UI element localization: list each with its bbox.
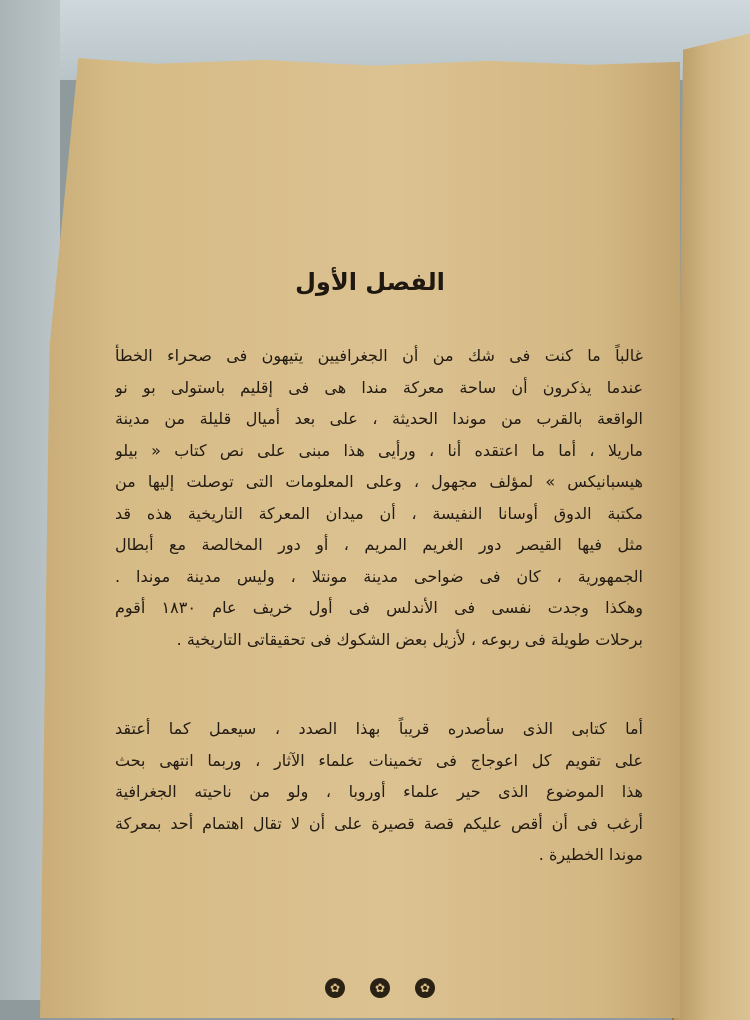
text-line: أرغب فى أن أقص عليكم قصة قصيرة على أن لا تقال اهتمام أحد بمعركة [115, 813, 643, 833]
text-line: موندا الخطيرة . [538, 845, 643, 864]
adjacent-page-edge [672, 30, 750, 1020]
text-line: الجمهورية ، كان فى ضواحى مدينة مونتلا ، وليس مدينة موندا . [115, 566, 643, 586]
text-line: عندما يذكرون أن ساحة معركة مندا هى فى إقليم باستولى بو نو [115, 377, 643, 397]
text-line: وهكذا وجدت نفسى فى الأندلس فى أول خريف عام ١٨٣٠ أقوم [115, 598, 643, 617]
decorative-ornaments [325, 978, 435, 1000]
text-line: مكتبة الدوق أوسانا النفيسة ، أن ميدان المعركة التاريخية هذه قد [115, 503, 643, 523]
text-line: غالباً ما كنت فى شك من أن الجغرافيين يتيهون فى صحراء الخطأ [115, 346, 643, 365]
text-line: هيسبانيكس » لمؤلف مجهول ، وعلى المعلومات التى توصلت إليها من [115, 472, 643, 491]
text-line: الواقعة بالقرب من موندا الحديثة ، على بعد أميال قليلة من مدينة [115, 409, 643, 428]
text-line: هذا الموضوع الذى حير علماء أوروبا ، ولو من ناحيته الجغرافية [115, 782, 643, 801]
chapter-title: الفصل الأول [295, 268, 445, 296]
flower-ornament-icon: ✿ [415, 978, 435, 998]
flower-ornament-icon: ✿ [325, 978, 345, 998]
paragraph-2 [115, 713, 643, 871]
text-line: على تقويم كل اعوجاج فى تخمينات علماء الآثار ، وربما انتهى بحث [115, 750, 643, 770]
text-line: مثل فيها القيصر دور الغريم المريم ، أو دور المخالصة مع أبطال [115, 535, 643, 554]
text-line: برحلات طويلة فى ربوعه ، لأزيل بعض الشكوك فى تحقيقاتى التاريخية . [176, 629, 643, 649]
flower-ornament-icon: ✿ [370, 978, 390, 998]
text-line: أما كتابى الذى سأصدره قريباً بهذا الصدد ، سيعمل كما أعتقد [115, 719, 643, 738]
text-line: ماريلا ، أما ما اعتقده أنا ، ورأيى هذا مبنى على نص كتاب « بيلو [115, 440, 643, 460]
paragraph-1 [115, 340, 643, 655]
